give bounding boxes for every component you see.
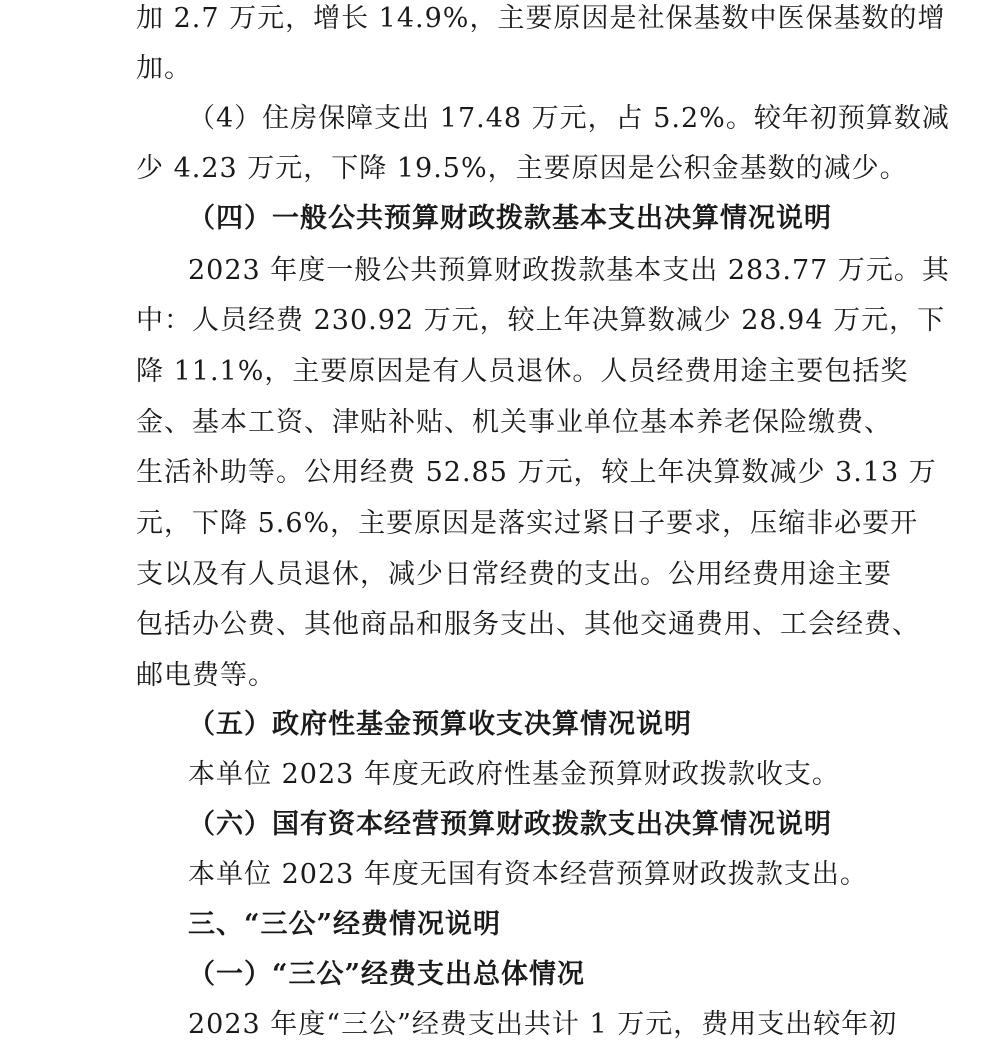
paragraph-line: 支以及有人员退休，减少日常经费的支出。公用经费用途主要 <box>136 559 892 590</box>
paragraph-line: 元，下降 5.6%，主要原因是落实过紧日子要求，压缩非必要开 <box>136 508 919 539</box>
paragraph-line: 生活补助等。公用经费 52.85 万元，较上年决算数减少 3.13 万 <box>136 457 937 488</box>
paragraph-line: 降 11.1%，主要原因是有人员退休。人员经费用途主要包括奖 <box>136 356 909 387</box>
paragraph-line: 邮电费等。 <box>136 660 276 691</box>
paragraph-line: 包括办公费、其他商品和服务支出、其他交通费用、工会经费、 <box>136 609 920 640</box>
paragraph-line: 少 4.23 万元，下降 19.5%，主要原因是公积金基数的减少。 <box>136 153 908 184</box>
section-heading: （四）一般公共预算财政拨款基本支出决算情况说明 <box>188 203 832 234</box>
section-heading: （五）政府性基金预算收支决算情况说明 <box>188 709 692 740</box>
chapter-heading: 三、“三公”经费情况说明 <box>188 909 502 940</box>
paragraph-line: 2023 年度“三公”经费支出共计 1 万元，费用支出较年初 <box>188 1009 898 1040</box>
section-heading: （一）“三公”经费支出总体情况 <box>188 959 586 990</box>
paragraph-line: （4）住房保障支出 17.48 万元，占 5.2%。较年初预算数减 <box>188 103 950 134</box>
paragraph-line: 2023 年度一般公共预算财政拨款基本支出 283.77 万元。其 <box>188 255 950 286</box>
paragraph-line: 本单位 2023 年度无国有资本经营预算财政拨款支出。 <box>188 859 868 890</box>
paragraph-line: 金、基本工资、津贴补贴、机关事业单位基本养老保险缴费、 <box>136 407 892 438</box>
section-heading: （六）国有资本经营预算财政拨款支出决算情况说明 <box>188 809 832 840</box>
paragraph-line: 本单位 2023 年度无政府性基金预算财政拨款收支。 <box>188 759 840 790</box>
paragraph-line: 中：人员经费 230.92 万元，较上年决算数减少 28.94 万元，下 <box>136 305 946 336</box>
paragraph-line: 加 2.7 万元，增长 14.9%，主要原因是社保基数中医保基数的增 <box>136 3 946 34</box>
paragraph-line: 加。 <box>136 53 192 84</box>
